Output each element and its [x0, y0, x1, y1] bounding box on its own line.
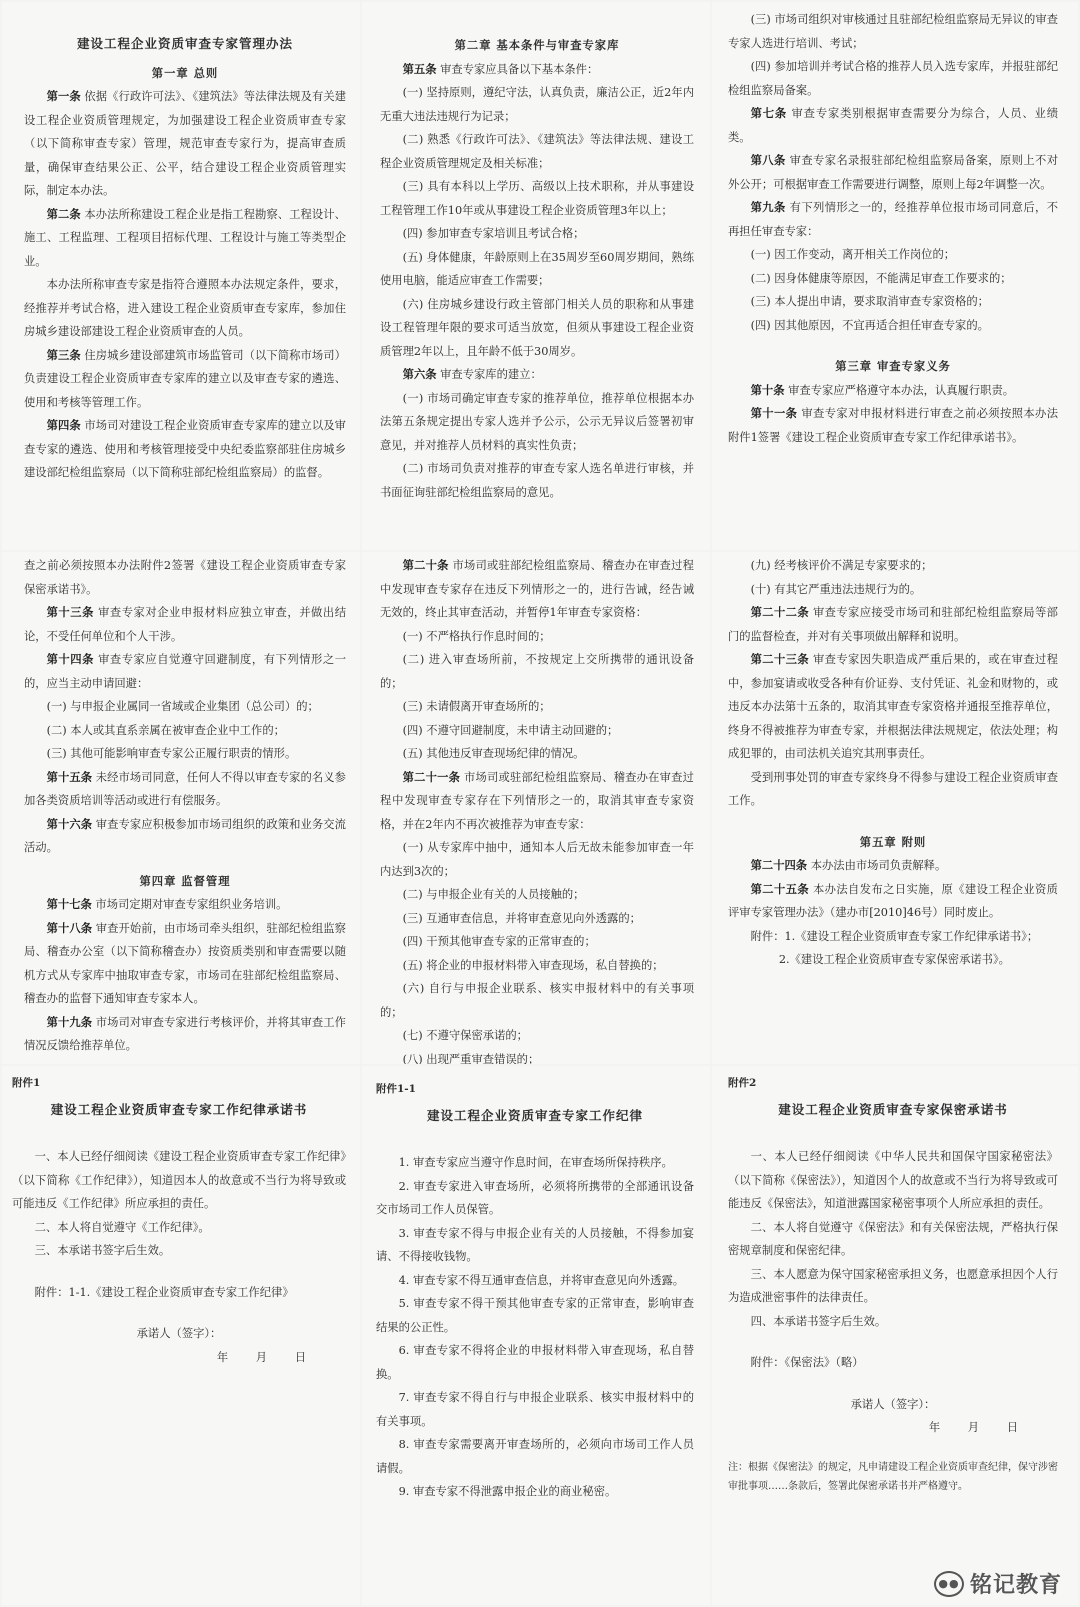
- list-item: (四) 干预其他审查专家的正常审查的；: [402, 935, 596, 948]
- list-item: (一) 不严格执行作息时间的；: [402, 629, 551, 643]
- list-item: (六) 自行与申报企业联系、核实申报材料中的有关事项的；: [380, 982, 694, 1019]
- article-4: 第四条 市场司对建设工程企业资质审查专家库的建立以及审查专家的遴选、使用和考核管理接受中央纪委监察部驻住房城乡建设部纪检组监察局（以下简称驻部纪检组监察局）的监督。: [24, 418, 346, 479]
- list-item: 三、本承诺书签字后生效。: [34, 1244, 171, 1257]
- page-attachment-1: [2, 1066, 360, 1605]
- article-2-para: 本办法所称审查专家是指符合遵照本办法规定条件，要求，经推荐并考试合格，进入建设工程企业资质审查专家库，参加住房城乡建设部建设工程企业资质审查的人员。: [24, 278, 346, 338]
- chapter-heading: 第五章 附则: [859, 834, 927, 849]
- signature-line: 承诺人（签字）：: [136, 1327, 222, 1340]
- article-3: 第三条 住房城乡建设部建筑市场监管司（以下简称市场司）负责建设工程企业资质审查专家库的建立以及审查专家的遴选、使用和考核等管理工作。: [24, 347, 346, 409]
- attachment-label: 附件2: [728, 1077, 757, 1089]
- watermark: [934, 1568, 1062, 1599]
- list-item: (九) 经考核评价不满足专家要求的；: [750, 559, 933, 572]
- list-item: (六) 住房城乡建设行政主管部门相关人员的职称和从事建设工程管理年限的要求可适当放宽，但须从事建设工程企业资质管理2年以上，且年龄不低于30周岁。: [380, 297, 694, 358]
- list-item: (一) 因工作变动，离开相关工作岗位的；: [750, 248, 956, 261]
- page-chapter4: [2, 552, 360, 1064]
- attachment-title: 建设工程企业资质审查专家工作纪律: [426, 1107, 643, 1123]
- list-item: 三、本人愿意为保守国家秘密承担义务，也愿意承担因个人行为造成泄密事件的法律责任。: [728, 1267, 1058, 1304]
- list-item: (四) 不遵守回避制度，未申请主动回避的；: [402, 723, 619, 737]
- list-item: (一) 市场司确定审查专家的推荐单位，推荐单位根据本办法第五条规定提出专家人选并予公示，公示无异议后签署初审意见，并对推荐人员材料的真实性负责；: [380, 391, 694, 452]
- wechat-logo-icon: ●●: [934, 1571, 964, 1597]
- attachment-list: 附件：1.《建设工程企业资质审查专家工作纪律承诺书》；: [750, 929, 1039, 943]
- article-21: 第二十一条 市场司或驻部纪检组监察局、稽查办在审查过程中发现审查专家存在下列情形之一的，取消其审查专家资格，并在2年内不再次被推荐为审查专家：: [380, 769, 694, 831]
- rule-item: 9. 审查专家不得泄露申报企业的商业秘密。: [398, 1485, 617, 1498]
- rule-item: 2. 审查专家进入审查场所，必须将所携带的全部通讯设备交市场司工作人员保管。: [376, 1179, 694, 1216]
- attachment-reference: 附件：1-1.《建设工程企业资质审查专家工作纪律》: [34, 1285, 294, 1299]
- rule-item: 5. 审查专家不得干预其他审查专家的正常审查，影响审查结果的公正性。: [376, 1297, 694, 1334]
- article-25: 第二十五条 本办法自发布之日实施，原《建设工程企业资质评审专家管理办法》（建办市[2010]46号）同时废止。: [728, 881, 1058, 919]
- page-chapter4-cont: [362, 552, 710, 1064]
- watermark-text: 铭记教育: [969, 1573, 1062, 1598]
- list-item: (一) 从专家库中抽中，通知本人后无故未能参加审查一年内达到3次的；: [380, 841, 694, 878]
- attachment-label: 附件1: [12, 1077, 41, 1089]
- attachment-title: 建设工程企业资质审查专家保密承诺书: [778, 1101, 1008, 1117]
- rule-item: 7. 审查专家不得自行与申报企业联系、核实申报材料中的有关事项。: [376, 1391, 694, 1428]
- attachment-title: 建设工程企业资质审查专家工作纪律承诺书: [50, 1101, 308, 1117]
- signature-line: 承诺人（签字）：: [850, 1397, 936, 1411]
- article-10: 第十条 审查专家应严格遵守本办法，认真履行职责。: [750, 382, 1015, 397]
- list-item: 四、本承诺书签字后生效。: [750, 1314, 887, 1328]
- article-24: 第二十四条 本办法由市场司负责解释。: [750, 858, 947, 872]
- page-chapter3: [712, 2, 1078, 550]
- list-item: (七) 不遵守保密承诺的；: [402, 1029, 528, 1042]
- list-item: (一) 与申报企业属同一省域或企业集团（总公司）的；: [46, 700, 319, 713]
- page-attachment-1-1: [362, 1066, 710, 1605]
- list-item: 二、本人将自觉遵守《工作纪律》。: [34, 1220, 210, 1234]
- list-item: (五) 身体健康，年龄原则上在35周岁至60周岁期间，熟练使用电脑，能适应审查工作需要；: [380, 250, 694, 287]
- article-22: 第二十二条 审查专家应接受市场司和驻部纪检组监察局等部门的监督检查，并对有关事项做出解释和说明。: [728, 605, 1058, 643]
- article-20: 第二十条 市场司或驻部纪检组监察局、稽查办在审查过程中发现审查专家存在违反下列情形之一的，进行告诫，经告诫无效的，终止其审查活动，并暂停1年审查专家资格：: [380, 558, 694, 619]
- page-chapter1: [2, 2, 360, 550]
- list-item: (四) 参加培训并考试合格的推荐人员入选专家库，并报驻部纪检组监察局备案。: [728, 60, 1058, 97]
- article-8: 第八条 审查专家名录报驻部纪检组监察局备案，原则上不对外公开；可根据审查工作需要进行调整，原则上每2年调整一次。: [728, 153, 1058, 191]
- list-item: 一、本人已经仔细阅读《中华人民共和国保守国家秘密法》（以下简称《保密法》），知道因个人的故意或不当行为将导致或可能违反《保密法》，知道泄露国家秘密事项个人所应承担的责任。: [728, 1150, 1058, 1210]
- date-line: 年 月 日: [216, 1350, 306, 1364]
- rule-item: 8. 审查专家需要离开审查场所的，必须向市场司工作人员请假。: [376, 1438, 694, 1475]
- chapter-heading: 第三章 审查专家义务: [835, 359, 951, 373]
- list-item: (二) 市场司负责对推荐的审查专家人选名单进行审核，并书面征询驻部纪检组监察局的意见。: [380, 462, 694, 499]
- document-title: 建设工程企业资质审查专家管理办法: [76, 36, 293, 51]
- page-chapter2: [362, 2, 710, 550]
- article-15: 第十五条 未经市场司同意，任何人不得以审查专家的名义参加各类资质培训等活动或进行有偿服务。: [24, 769, 346, 807]
- list-item: (二) 与申报企业有关的人员接触的；: [402, 888, 585, 901]
- article-23-para: 受到刑事处罚的审查专家终身不得参与建设工程企业资质审查工作。: [728, 770, 1058, 807]
- list-item: (二) 熟悉《行政许可法》、《建筑法》等法律法规、建设工程企业资质管理规定及相关标准；: [380, 133, 694, 170]
- list-item: (四) 参加审查专家培训且考试合格；: [402, 227, 585, 240]
- article-17: 第十七条 市场司定期对审查专家组织业务培训。: [46, 897, 288, 911]
- chapter-heading: 第四章 监督管理: [139, 873, 231, 888]
- article-23: 第二十三条 审查专家因失职造成严重后果的，或在审查过程中，参加宴请或收受各种有价证券、支付凭证、礼金和财物的，或违反本办法第十五条的，取消其审查专家资格并通报至推荐单位，终身不得被推荐为审查专家，并根据法律法规规定，依法处理；构成犯罪的，由司法机关追究其刑事责任。: [728, 652, 1058, 760]
- list-item: (十) 有其它严重违法违规行为的。: [750, 582, 922, 596]
- list-item: (三) 未请假离开审查场所的；: [402, 700, 551, 713]
- list-item: (二) 因身体健康等原因，不能满足审查工作要求的；: [750, 271, 1012, 285]
- page-attachment-2: [712, 1066, 1078, 1605]
- attachment-label: 附件1-1: [376, 1083, 416, 1095]
- article-11: 第十一条 审查专家对申报材料进行审查之前必须按照本办法附件1签署《建设工程企业资质审查专家工作纪律承诺书》。: [728, 406, 1058, 444]
- article-1: 第一条 依据《行政许可法》、《建筑法》等法律法规及有关建设工程企业资质管理规定，为加强建设工程企业资质审查专家（以下简称审查专家）管理，规范审查专家行为，提高审查质量，确保审查结果公正、公平，结合建设工程企业资质管理实际，制定本办法。: [24, 89, 346, 197]
- list-item: (五) 其他违反审查现场纪律的情况。: [402, 747, 585, 760]
- article-14: 第十四条 审查专家应自觉遵守回避制度，有下列情形之一的，应当主动申请回避：: [24, 652, 346, 690]
- list-item: (五) 将企业的申报材料带入审查现场，私自替换的；: [402, 958, 664, 972]
- rule-item: 4. 审查专家不得互通审查信息，并将审查意见向外透露。: [398, 1273, 685, 1287]
- rule-item: 6. 审查专家不得将企业的申报材料带入审查现场，私自替换。: [376, 1344, 694, 1381]
- page-chapter5: [712, 552, 1078, 1064]
- rule-item: 3. 审查专家不得与申报企业有关的人员接触，不得参加宴请、不得接收钱物。: [376, 1226, 694, 1263]
- list-item: (三) 互通审查信息，并将审查意见向外透露的；: [402, 911, 641, 925]
- list-item: (三) 市场司组织对审核通过且驻部纪检组监察局无异议的审查专家人选进行培训、考试；: [728, 13, 1058, 50]
- list-item: (三) 具有本科以上学历、高级以上技术职称，并从事建设工程管理工作10年或从事建设工程企业资质管理3年以上；: [380, 180, 694, 217]
- list-item: (八) 出现严重审查错误的；: [402, 1052, 540, 1064]
- article-2: 第二条 本办法所称建设工程企业是指工程勘察、工程设计、施工、工程监理、工程项目招标代理、工程设计与施工等类型企业。: [24, 206, 346, 268]
- list-item: (二) 本人或其直系亲属在被审查企业中工作的；: [46, 723, 285, 737]
- article-12-continued: 查之前必须按照本办法附件2签署《建设工程企业资质审查专家保密承诺书》。: [24, 559, 346, 596]
- list-item: (一) 坚持原则，遵纪守法，认真负责，廉洁公正，近2年内无重大违法违规行为记录；: [380, 86, 694, 123]
- rule-item: 1. 审查专家应当遵守作息时间，在审查场所保持秩序。: [398, 1156, 673, 1169]
- article-19: 第十九条 市场司对审查专家进行考核评价，并将其审查工作情况反馈给推荐单位。: [24, 1014, 346, 1052]
- list-item: 二、本人将自觉遵守《保密法》和有关保密法规，严格执行保密规章制度和保密纪律。: [728, 1220, 1058, 1257]
- article-5: 第五条 审查专家应具备以下基本条件：: [402, 61, 599, 76]
- footnote: 注：根据《保密法》的规定，凡申请建设工程企业资质审查纪律，保守涉密审批事项……条款后，签署此保密承诺书并严格遵守。: [728, 1461, 1058, 1492]
- list-item: (三) 本人提出申请，要求取消审查专家资格的；: [750, 295, 989, 308]
- article-16: 第十六条 审查专家应积极参加市场司组织的政策和业务交流活动。: [24, 816, 346, 854]
- list-item: (四) 因其他原因，不宜再适合担任审查专家的。: [750, 318, 989, 332]
- list-item: (二) 进入审查场所前，不按规定上交所携带的通讯设备的；: [380, 653, 694, 690]
- article-9: 第九条 有下列情形之一的，经推荐单位报市场司同意后，不再担任审查专家：: [728, 200, 1058, 238]
- article-6: 第六条 审查专家库的建立：: [402, 367, 542, 381]
- list-item: 一、本人已经仔细阅读《建设工程企业资质审查专家工作纪律》（以下简称《工作纪律》），知道因本人的故意或不当行为将导致或可能违反《工作纪律》所应承担的责任。: [12, 1150, 346, 1210]
- list-item: (三) 其他可能影响审查专家公正履行职责的情形。: [46, 747, 297, 760]
- attachment-list: 2.《建设工程企业资质审查专家保密承诺书》。: [778, 953, 1010, 966]
- article-7: 第七条 审查专家类别根据审查需要分为综合，人员、业绩类。: [728, 106, 1058, 144]
- article-13: 第十三条 审查专家对企业申报材料应独立审查，并做出结论，不受任何单位和个人干涉。: [24, 605, 346, 643]
- article-18: 第十八条 审查开始前，由市场司牵头组织，驻部纪检组监察局、稽查办公室（以下简称稽查办）按资质类别和审查需要以随机方式从专家库中抽取审查专家，市场司在驻部纪检组监察局、稽查办的监督下通知审查专家本人。: [24, 920, 346, 1005]
- date-line: 年 月 日: [928, 1421, 1018, 1434]
- chapter-heading: 第一章 总则: [151, 65, 219, 80]
- chapter-heading: 第二章 基本条件与审查专家库: [454, 38, 620, 52]
- attachment-reference: 附件：《保密法》（略）: [750, 1356, 864, 1369]
